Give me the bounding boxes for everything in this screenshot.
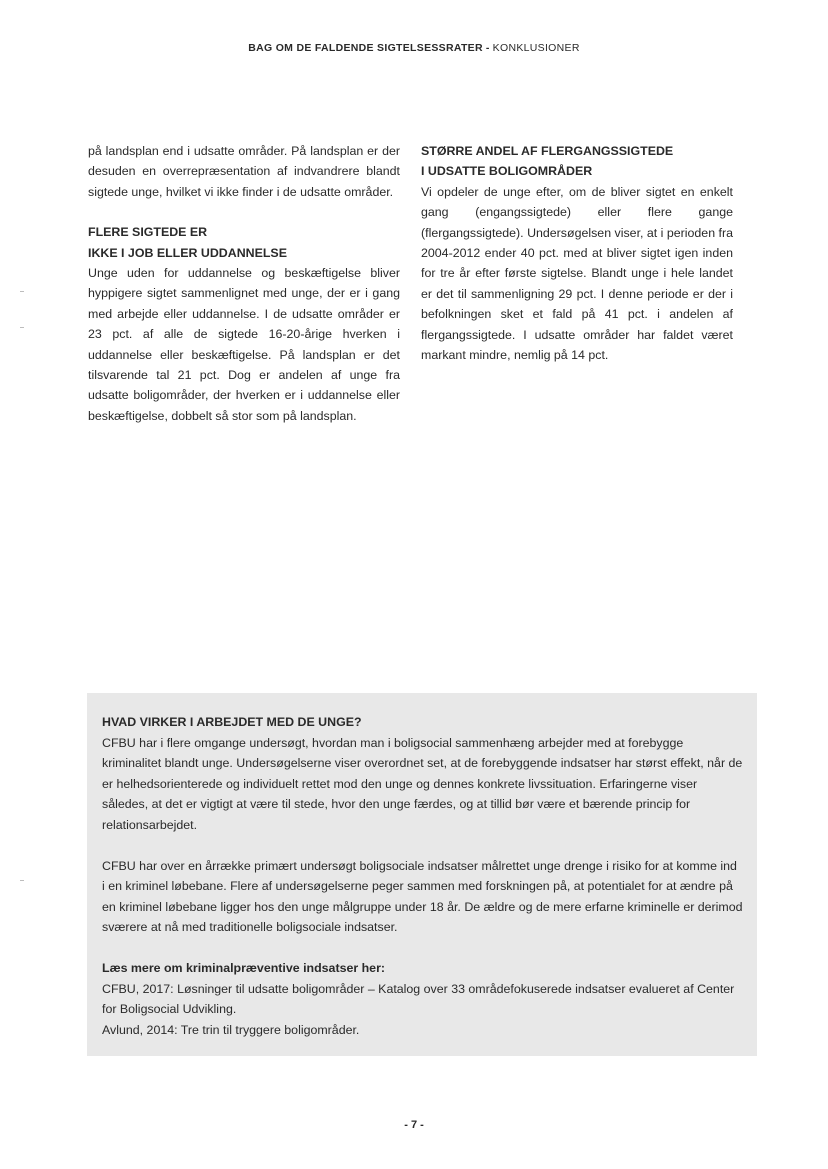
section-heading-line1: FLERE SIGTEDE ER xyxy=(88,225,208,240)
section-heading-line1: STØRRE ANDEL AF FLERGANGSSIGTEDE xyxy=(421,144,674,158)
info-box-paragraph-2: CFBU har over en årrække primært undersøgt boligsociale indsatser målrettet unge drenge i risiko for at komme ind i en kriminel løbebane. Flere af undersøgelserne peger sammen med forskningen på, at potentialet for at ændre på en kriminel løbebane ligger hos den unge målgruppe under 18 år. De ældre og de mere erfarne kriminelle er derimod sværere at nå med traditionelle boligsociale indsatser. xyxy=(102,858,743,935)
left-column xyxy=(88,141,400,426)
read-more-heading: Læs mere om kriminalpræventive indsatser her: xyxy=(102,960,386,975)
info-box-heading: HVAD VIRKER I ARBEJDET MED DE UNGE? xyxy=(102,715,362,729)
reference-2: Avlund, 2014: Tre trin til tryggere boligområder. xyxy=(102,1022,360,1037)
section-body: Unge uden for uddannelse og beskæftigelse bliver hyppigere sigtet sammenlignet med unge, der er i gang med arbejde eller uddannelse. I de udsatte områder er 23 pct. af alle de sigtede 16-20-årige hverken i uddannelse eller beskæftigelse. På landsplan er det tilsvarende tal 21 pct. Dog er andelen af unge fra udsatte boligområder, der hverken er i uddannelse eller beskæftigelse, dobbelt så stor som på landsplan. xyxy=(88,266,400,423)
page-number: - 7 - xyxy=(404,1119,424,1131)
paragraph-gap xyxy=(102,836,743,856)
intro-paragraph: på landsplan end i udsatte områder. På landsplan er der desuden en overrepræsentation af indvandrere blandt sigtede unge, hvilket vi ikke finder i de udsatte områder. xyxy=(88,144,400,199)
section-name: KONKLUSIONER xyxy=(492,42,580,54)
running-header xyxy=(0,42,828,54)
reference-1: CFBU, 2017: Løsninger til udsatte boligområder – Katalog over 33 områdefokuserede indsatser evalueret af Center for Boligsocial Udvikling. xyxy=(102,981,735,1017)
document-title: BAG OM DE FALDENDE SIGTELSESSRATER xyxy=(248,42,483,54)
section-body: Vi opdeler de unge efter, om de bliver sigtet en enkelt gang (engangssigtede) eller flere gange (flergangssigtede). Undersøgelsen viser, at i perioden fra 2004-2012 ender 40 pct. med at bliver sigtet igen inden for tre år efter første sigtelse. Blandt unge i hele landet er det til sammenligning 29 pct. I denne periode er der i befolkningen sket et fald på 41 pct. i andelen af flergangssigtede. I udsatte områder har faldet været markant mindre, nemlig på 14 pct. xyxy=(421,184,733,363)
scan-mark xyxy=(20,880,24,881)
paragraph-gap xyxy=(88,202,400,222)
right-column xyxy=(421,141,733,365)
paragraph-gap xyxy=(102,938,743,958)
scan-mark xyxy=(20,291,24,292)
info-box xyxy=(87,693,757,1056)
scan-mark xyxy=(20,327,24,328)
section-heading-line2: IKKE I JOB ELLER UDDANNELSE xyxy=(88,245,287,260)
section-heading-line2: I UDSATTE BOLIGOMRÅDER xyxy=(421,164,593,179)
info-box-paragraph-1: CFBU har i flere omgange undersøgt, hvordan man i boligsocial sammenhæng arbejder med at forebygge kriminalitet blandt unge. Undersøgelserne viser overordnet set, at de forebyggende indsatser har størst effekt, når de er helhedsorienterede og individuelt rettet mod den unge og dennes konkrete livssituation. Erfaringerne viser således, at det er vigtigt at være til stede, hvor den unge færdes, og at tillid bør være et bærende princip for relationsarbejdet. xyxy=(102,735,743,832)
header-separator: - xyxy=(485,42,490,54)
